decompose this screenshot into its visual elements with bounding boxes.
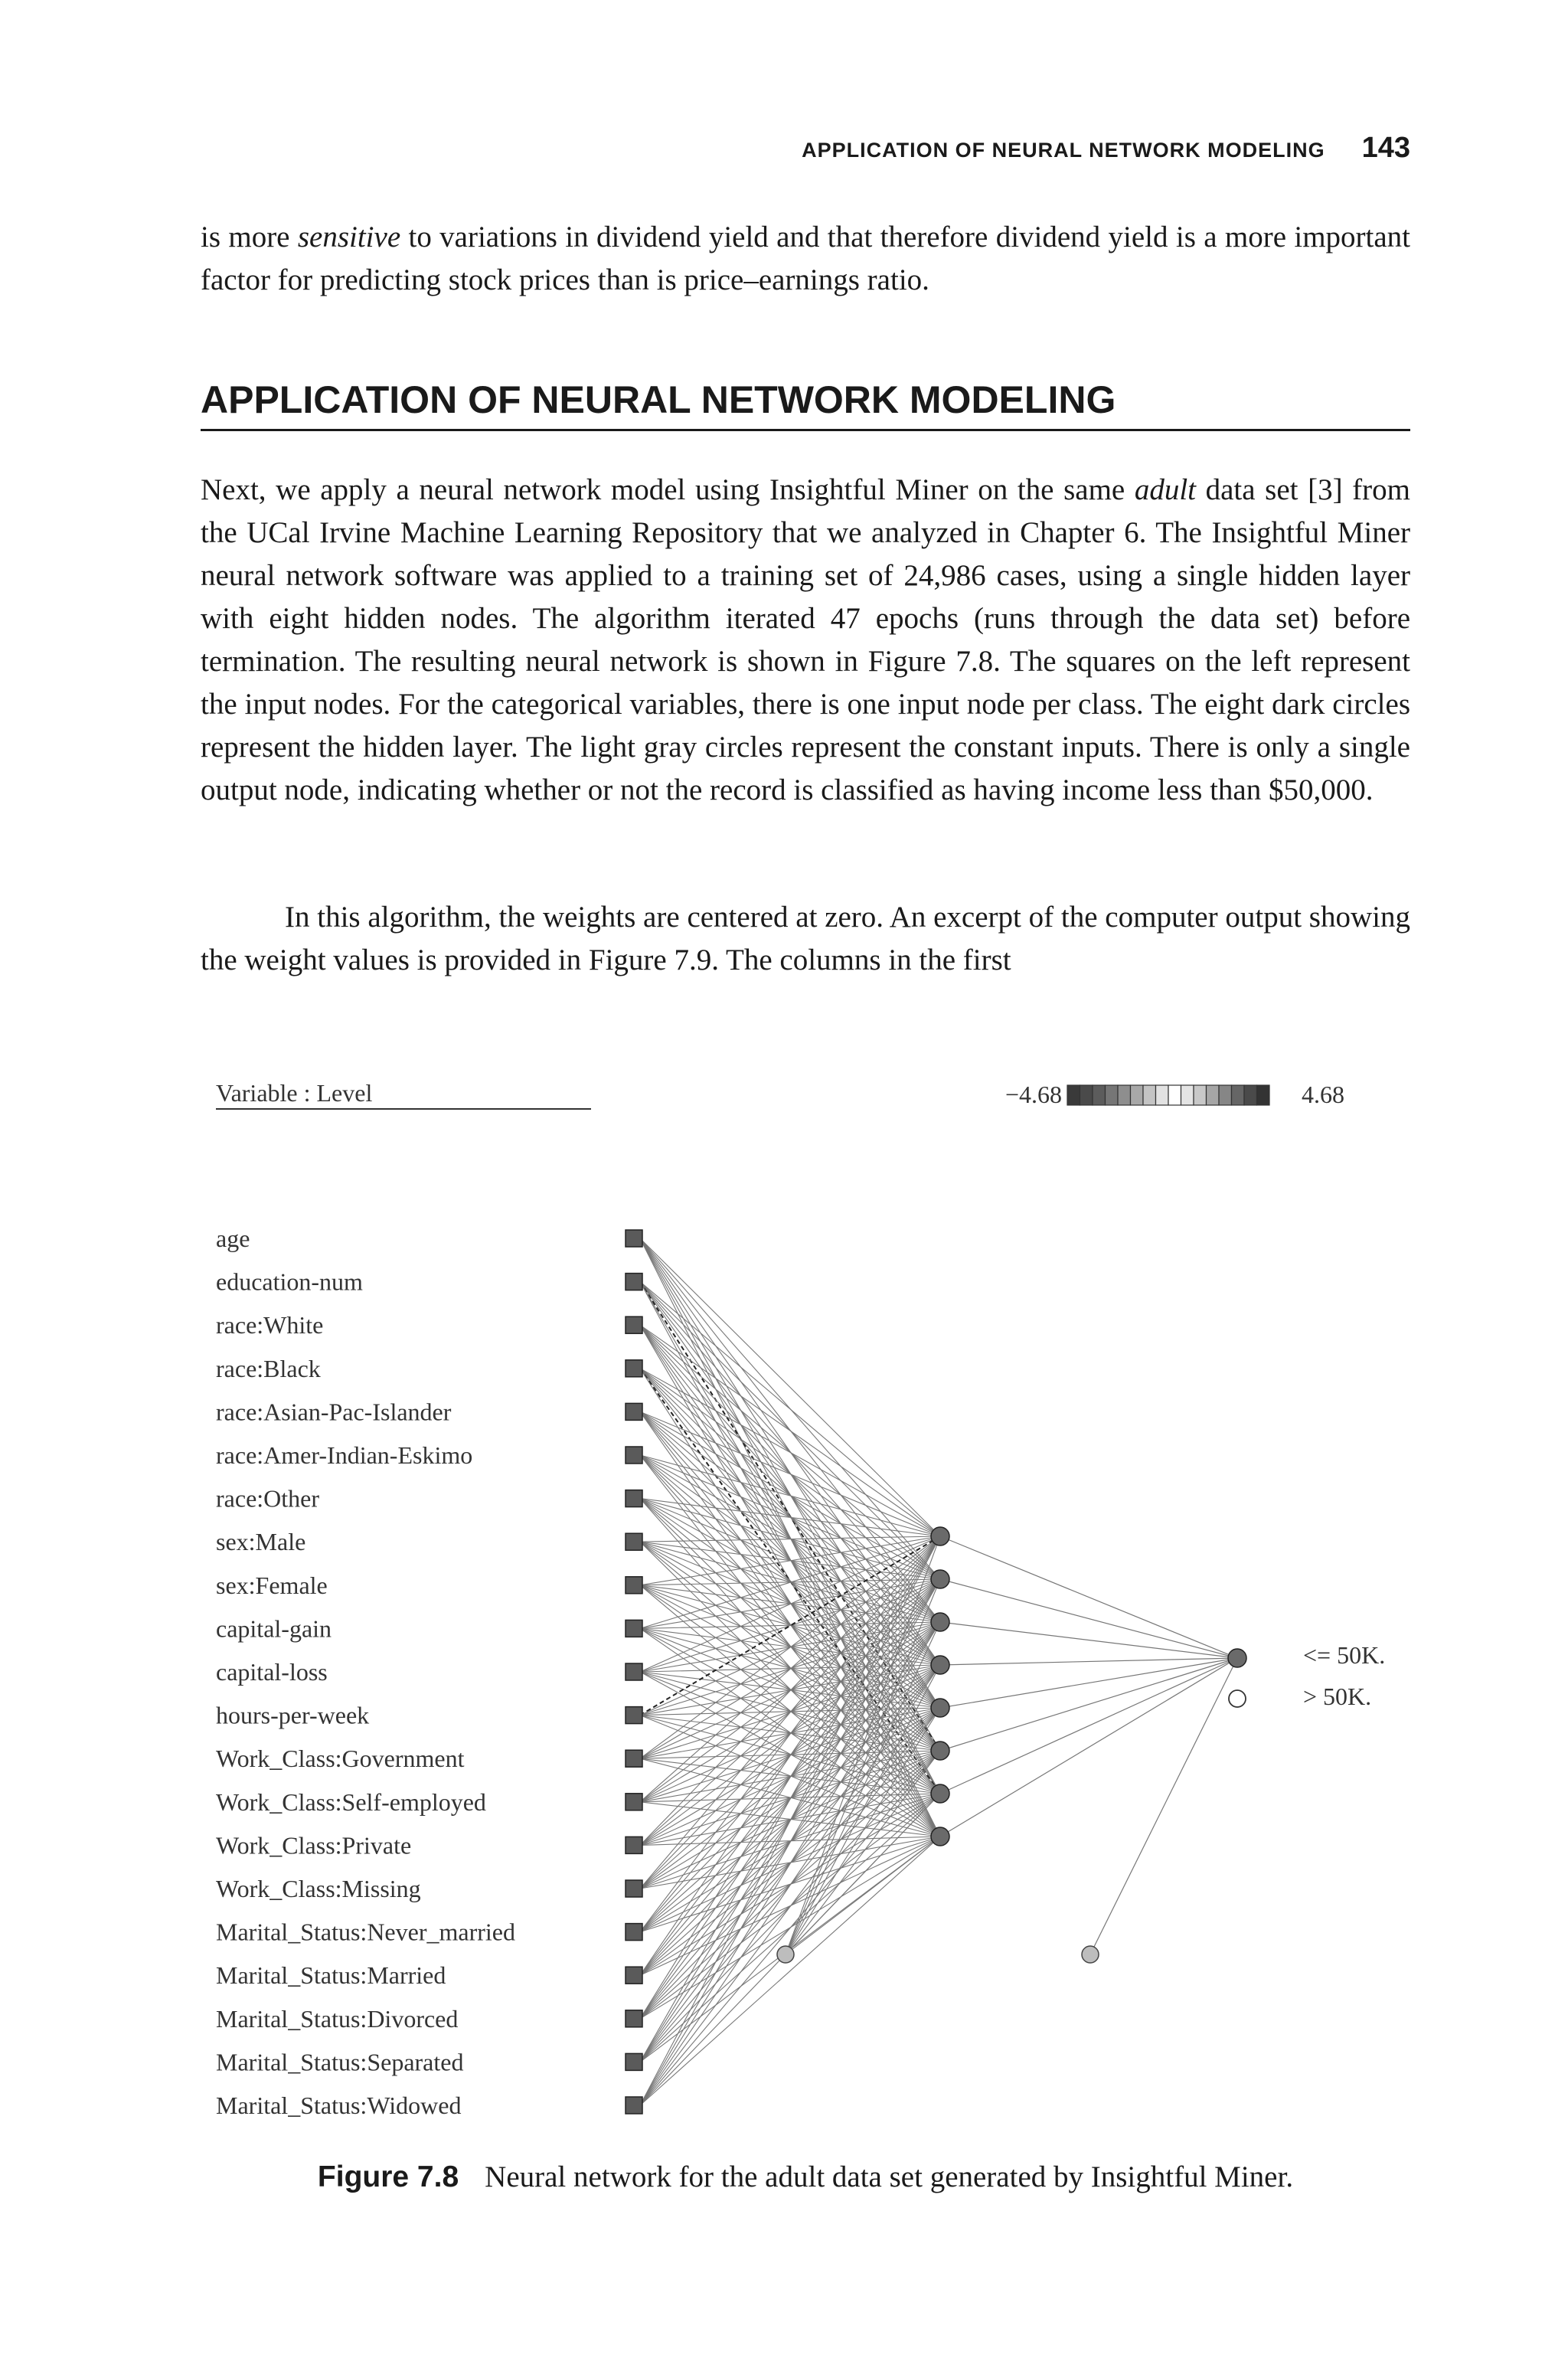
input-label: sex:Male [216,1528,306,1556]
scale-swatch [1232,1085,1245,1105]
caption-text: Neural network for the adult data set generated by Insightful Miner. [485,2160,1294,2193]
neural-network-figure [201,1057,1410,2144]
input-label: capital-loss [216,1658,328,1686]
input-node [626,1316,642,1333]
input-label: race:White [216,1311,324,1339]
input-labels [216,1225,515,2119]
input-hidden-edge [640,1369,940,1536]
input-label: Marital_Status:Married [216,1961,446,1990]
scale-swatch [1181,1085,1194,1105]
bias-hidden-edge [786,1751,940,1954]
input-label: sex:Female [216,1571,328,1599]
input-node [626,1533,642,1550]
input-node [626,1750,642,1767]
hidden-output-edge [940,1658,1237,1708]
running-title: APPLICATION OF NEURAL NETWORK MODELING [802,139,1325,162]
bias-node-hidden [777,1946,794,1963]
output-label-le-50k: <= 50K. [1303,1641,1386,1669]
input-label: capital-gain [216,1614,332,1643]
hidden-node [931,1613,949,1631]
input-label: race:Black [216,1354,321,1382]
input-label: race:Amer-Indian-Eskimo [216,1441,473,1469]
input-node [626,1663,642,1680]
paragraph-sensitivity [201,216,1410,302]
input-node [626,1230,642,1247]
input-label: education-num [216,1267,363,1296]
emphasis-adult: adult [1134,473,1196,506]
input-label: hours-per-week [216,1701,370,1729]
input-hidden-edge [640,1536,940,1932]
input-node [626,1577,642,1594]
input-node [626,2053,642,2070]
input-label: Work_Class:Self-employed [216,1787,486,1816]
hidden-node [931,1827,949,1846]
input-label: Marital_Status:Never_married [216,1918,515,1946]
variable-level-header: Variable : Level [216,1079,373,1107]
hidden-node [931,1570,949,1588]
hidden-output-edge [940,1658,1237,1665]
input-hidden-edge [640,1238,940,1536]
output-label-gt-50k: > 50K. [1303,1683,1372,1710]
input-node [626,1880,642,1897]
hidden-node [931,1699,949,1717]
input-hidden-edge [640,1708,940,2105]
hidden-output-edge [940,1579,1237,1658]
hidden-node [931,1784,949,1803]
scale-swatch [1080,1085,1093,1105]
paragraph-text: Next, we apply a neural network model using Insightful Miner on the same [201,473,1135,506]
figure-caption [201,2158,1410,2196]
input-hidden-edge [640,1282,940,1536]
output-node-gt-50k [1229,1690,1246,1707]
scale-swatch [1118,1085,1131,1105]
paragraph-weights: In this algorithm, the weights are centered at zero. An excerpt of the computer output showing the weight values is provided in Figure 7.9. The columns in the first [201,901,1410,976]
input-node [626,1490,642,1507]
input-node [626,1967,642,1984]
hidden-output-edge [940,1658,1237,1751]
scale-swatch [1106,1085,1119,1105]
output-node-le-50k [1228,1649,1246,1667]
input-node [626,1447,642,1464]
input-hidden-edge [640,1455,940,1536]
scale-swatch [1067,1085,1080,1105]
neural-network-diagram [201,1057,1410,2144]
input-node [626,1360,642,1377]
hidden-node [931,1742,949,1760]
hidden-node [931,1656,949,1674]
scale-swatch [1168,1085,1181,1105]
page-header [201,132,1410,170]
caption-label: Figure 7.8 [317,2160,459,2193]
input-label: Marital_Status:Widowed [216,2092,462,2119]
scale-swatch [1143,1085,1156,1105]
paragraph-text: to variations in dividend yield and that therefore dividend yield is a more important factor for predicting stock prices than is price–earnings ratio. [201,221,1410,296]
input-node [626,1837,642,1853]
input-label: age [216,1225,250,1252]
hidden-output-edge [940,1658,1237,1794]
input-label: Work_Class:Missing [216,1875,421,1902]
scale-swatch [1219,1085,1232,1105]
input-label: Work_Class:Government [216,1745,465,1773]
scale-swatch [1131,1085,1144,1105]
scale-swatch [1093,1085,1106,1105]
input-label: Marital_Status:Separated [216,2048,464,2076]
input-node [626,1620,642,1637]
input-node [626,1707,642,1724]
paragraph-neural-network-intro [201,469,1410,812]
page-number: 143 [1361,132,1410,164]
bias-node-output [1082,1946,1099,1963]
scale-swatch [1207,1085,1220,1105]
emphasis-sensitive: sensitive [297,221,401,253]
input-hidden-edge [640,1751,940,2105]
input-node [626,1403,642,1420]
input-label: Work_Class:Private [216,1831,412,1859]
input-label: Marital_Status:Divorced [216,2004,459,2033]
input-node [626,1924,642,1941]
input-label: race:Other [216,1484,320,1513]
scale-swatch [1244,1085,1257,1105]
section-heading: APPLICATION OF NEURAL NETWORK MODELING [201,375,1410,431]
scale-swatch [1156,1085,1169,1105]
paragraph-text: is more [201,221,298,253]
input-node [626,1794,642,1810]
scale-min-label: −4.68 [1004,1081,1062,1108]
input-node [626,2010,642,2027]
hidden-node [931,1527,949,1545]
scale-swatch [1194,1085,1207,1105]
paragraph-text: data set [3] from the UCal Irvine Machine Learning Repository that we analyzed in Chapter 6. The Insightful Miner neural network software was applied to a training set of 24,986 cases, using a single hidden layer with eight hidden nodes. The algorithm iterated 47 epochs (runs through the data set) before termination. The resulting neural network is shown in Figure 7.8. The squares on the left represent the input nodes. For the categorical variables, there is one input node per class. The eight dark circles represent the hidden layer. The light gray circles represent the constant inputs. There is only a single output node, indicating whether or not the record is classified as having income less than $50,000. [201,473,1410,806]
input-node [626,2097,642,2114]
scale-max-label: 4.68 [1302,1081,1344,1108]
input-label: race:Asian-Pac-Islander [216,1398,452,1426]
input-hidden-edge [640,1837,940,2105]
weight-color-scale [1067,1085,1269,1105]
input-node [626,1274,642,1290]
scale-swatch [1257,1085,1270,1105]
